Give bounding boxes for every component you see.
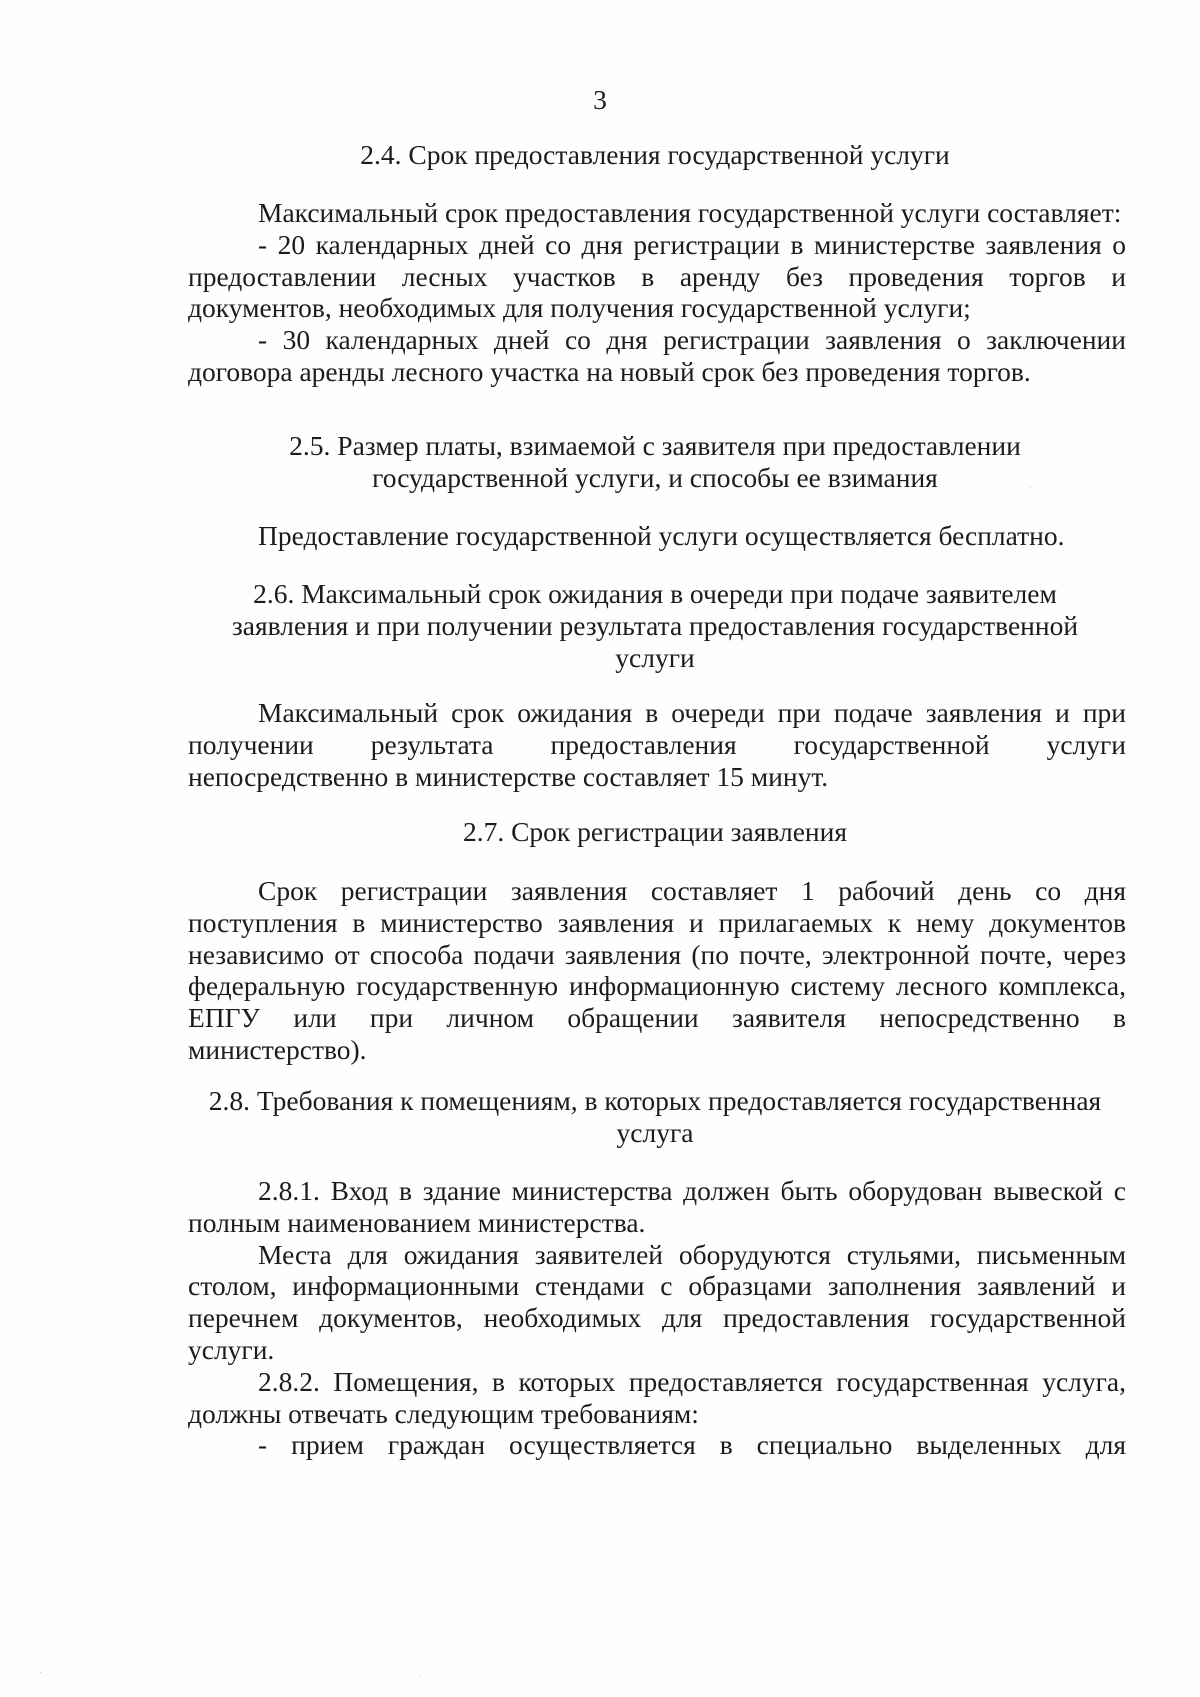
section-2-6-title-line-1: 2.6. Максимальный срок ожидания в очереди при подаче заявителем	[253, 578, 1057, 609]
section-2-5-body	[188, 520, 1126, 552]
section-2-7-body	[188, 875, 1126, 1066]
section-2-7-paragraph: Срок регистрации заявления составляет 1 рабочий день со дня поступления в министерство заявления и прилагаемых к нему документов независимо от способа подачи заявления (по почте, электронной почте, через федеральную государственную информационную систему лесного комплекса, ЕПГУ или при личном обращении заявителя непосредственно в министерство).	[188, 875, 1126, 1065]
section-2-8-body	[188, 1175, 1126, 1461]
section-2-8-heading	[140, 1085, 1170, 1149]
section-2-8-2-paragraph: 2.8.2. Помещения, в которых предоставляется государственная услуга, должны отвечать следующим требованиям:	[188, 1365, 1126, 1429]
section-2-4-item-20-days: - 20 календарных дней со дня регистрации в министерстве заявления о предоставлении лесных участков в аренду без проведения торгов и документов, необходимых для получения государственной услуги;	[188, 228, 1126, 324]
scan-speck	[1030, 487, 1031, 488]
section-2-4-item-30-days: - 30 календарных дней со дня регистрации заявления о заключении договора аренды лесного участка на новый срок без проведения торгов.	[188, 324, 1126, 387]
section-2-5-title-line-1: 2.5. Размер платы, взимаемой с заявителя при предоставлении	[289, 430, 1021, 461]
section-2-5-paragraph: Предоставление государственной услуги осуществляется бесплатно.	[258, 520, 1065, 551]
section-2-5-title-line-2: государственной услуги, и способы ее взимания	[372, 461, 938, 493]
section-2-8-1-paragraph: 2.8.1. Вход в здание министерства должен быть оборудован вывеской с полным наименованием министерства.	[188, 1175, 1126, 1238]
section-2-8-title-line-2: услуга	[616, 1116, 694, 1148]
section-2-6-paragraph: Максимальный срок ожидания в очереди при подаче заявления и при получении результата предоставления государственной услуги непосредственно в министерстве составляет 15 минут.	[188, 697, 1126, 792]
section-2-6-body	[188, 697, 1126, 792]
scan-speck	[420, 1676, 421, 1677]
section-2-6-heading	[140, 578, 1170, 673]
section-2-5-heading	[140, 430, 1170, 494]
section-2-4-body	[188, 197, 1126, 388]
section-2-7-title: 2.7. Срок регистрации заявления	[462, 816, 848, 847]
section-2-4-paragraph: Максимальный срок предоставления государственной услуги составляет:	[258, 197, 1122, 228]
section-2-8-waiting-places-paragraph: Места для ожидания заявителей оборудуются стульями, письменным столом, информационными стендами с образцами заполнения заявлений и перечнем документов, необходимых для предоставления государственной услуги.	[188, 1238, 1126, 1365]
section-2-6-title-line-3: услуги	[615, 641, 695, 673]
section-2-4-title: 2.4. Срок предоставления государственной услуги	[360, 139, 950, 170]
scan-speck	[40, 1672, 41, 1673]
page-number: 3	[593, 84, 607, 115]
section-2-6-title-line-2: заявления и при получении результата предоставления государственной	[231, 609, 1079, 641]
section-2-7-heading	[140, 816, 1170, 848]
section-2-4-heading	[140, 139, 1170, 171]
section-2-8-title-line-1: 2.8. Требования к помещениям, в которых предоставляется государственная	[208, 1085, 1102, 1116]
section-2-8-reception-item: - прием граждан осуществляется в специально выделенных для	[258, 1429, 1126, 1461]
